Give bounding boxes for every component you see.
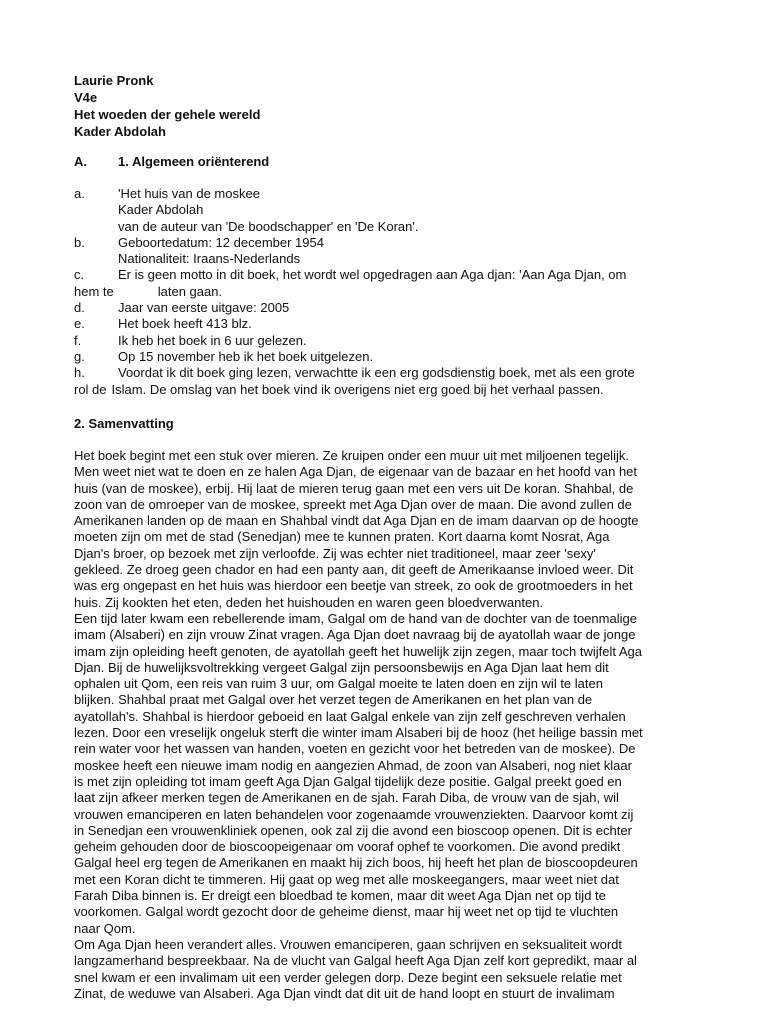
text-line: lezen. Door een vreselijk ongeluk sterft die winter imam Alsaberi bij de hooz (het heilige bassin met	[74, 725, 643, 741]
list-item-line: Het boek heeft 413 blz.	[118, 316, 252, 332]
list-item-wrap-line	[74, 382, 694, 398]
document-header	[74, 72, 260, 140]
text-line: ayatollah's. Shahbal is hierdoor geboeid en laat Galgal enkele van zijn zelf geschreven verhalen	[74, 708, 626, 724]
list-item-line: Kader Abdolah	[118, 202, 204, 218]
list-item-line: Nationaliteit: Iraans-Nederlands	[118, 251, 301, 267]
text-line: moeten zijn om met de stad (Senedjan) mee te kunnen praten. Kort daarna komt Nosrat, Aga	[74, 529, 610, 545]
text-line: Om Aga Djan heen verandert alles. Vrouwen emanciperen, gaan schrijven en seksualiteit wordt	[74, 936, 622, 952]
summary-paragraph-3	[74, 937, 698, 1002]
text-line: Amerikanen landen op de maan en Shahbal vindt dat Aga Djan en de imam daarvan op de hoogte	[74, 513, 639, 529]
text-line: vrouwen emanciperen en laten behandelen voor zogenaamde vrouwenziekten. Daarvoor komt zij	[74, 806, 634, 822]
text-line: huis (van de moskee), erbij. Hij laat de mieren terug gaan met een vers uit De koran. Shahbal, de	[74, 480, 634, 496]
list-item-line: Geboortedatum: 12 december 1954	[118, 234, 324, 250]
list-item-label: g.	[74, 348, 85, 364]
list-item-label: d.	[74, 300, 85, 316]
list-item-f	[74, 333, 694, 349]
section-a-title: 1. Algemeen oriënterend	[118, 154, 270, 169]
list-item-label: c.	[74, 267, 85, 283]
text-line: ophalen uit Qom, een reis van ruim 3 uur, om Galgal moeite te laten doen en zijn wil te laten	[74, 676, 603, 692]
text-line: laat zijn afkeer merken tegen de Amerikanen en de sjah. Farah Diba, de vrouw van de sjah, wil	[74, 790, 619, 806]
text-line: huis. Zij kookten het eten, deden het huishouden en waren geen bloedverwanten.	[74, 594, 544, 610]
list-item-line: Er is geen motto in dit boek, het wordt wel opgedragen aan Aga djan: 'Aan Aga Djan, om	[118, 267, 627, 283]
text-line: Zinat, de weduwe van Alsaberi. Aga Djan vindt dat dit uit de hand loopt en stuurt de invalimam	[74, 985, 615, 1001]
text-line: imam zijn opleiding heeft genoten, de ayatollah geeft het huwelijk zijn zegen, maar toch twijfelt Aga	[74, 643, 643, 659]
list-item-label: a.	[74, 186, 85, 201]
text-line: snel kwam er een invalimam uit een verder gelegen dorp. Deze begint een seksuele relatie met	[74, 969, 622, 985]
text-line: Djan's broer, op bezoek met zijn verloofde. Zij was echter niet traditioneel, maar zeer 'sexy'	[74, 545, 596, 561]
text-line: langzamerhand bespreekbaar. Na de vlucht van Galgal heeft Aga Djan zelf kort gepredikt, maar al	[74, 953, 637, 969]
text-line: Farah Diba binnen is. Er dreigt een bloedbad te komen, maar dit weet Aga Djan net op tijd te	[74, 888, 606, 904]
text-line: Een tijd later kwam een rebellerende imam, Galgal om de hand van de dochter van de toenmalige	[74, 610, 637, 626]
list-item-line: Op 15 november heb ik het boek uitgelezen.	[118, 348, 374, 364]
author-name: Laurie Pronk	[74, 73, 154, 88]
text-line: gekleed. Ze droeg geen chador en had een panty aan, dit geeft de Amerikaanse invloed weer. Dit	[74, 562, 634, 578]
list-item-line: Voordat ik dit boek ging lezen, verwachtte ik een erg godsdienstig boek, met als een grote	[118, 365, 635, 381]
summary-body	[74, 448, 698, 1002]
list-item-line: 'Het huis van de moskee	[118, 186, 260, 201]
list-item-label: e.	[74, 316, 85, 332]
text-line: naar Qom.	[74, 920, 136, 936]
orientation-list	[74, 186, 694, 398]
list-item-line: Ik heb het boek in 6 uur gelezen.	[118, 332, 307, 348]
text-line: Het boek begint met een stuk over mieren. Ze kruipen onder een muur uit met miljoenen tegelijk.	[74, 448, 629, 463]
list-item-h	[74, 365, 694, 398]
text-line: voorkomen. Galgal wordt gezocht door de geheime dienst, maar hij weet net op tijd te vluchten	[74, 904, 619, 920]
list-item-c	[74, 267, 694, 300]
section-a-label: A.	[74, 154, 87, 169]
class-name: V4e	[74, 90, 98, 105]
list-item-wrap-line	[74, 284, 694, 300]
list-item-label: h.	[74, 365, 85, 381]
list-item-label: b.	[74, 234, 85, 250]
text-line: Djan. Bij de huwelijksvoltrekking vergeet Galgal zijn persoonsbewijs en Aga Djan laat hem dit	[74, 659, 609, 675]
list-item-e	[74, 316, 694, 332]
text-line: imam (Alsaberi) en zijn vrouw Zinat vragen. Aga Djan doet navraag bij de ayatollah waar de jonge	[74, 627, 636, 643]
text-line: moskee heeft een nieuwe imam nodig en aangezien Ahmad, de zoon van Alsaberi, nog niet klaar	[74, 757, 632, 773]
list-item-line: van de auteur van 'De boodschapper' en 'De Koran'.	[118, 218, 419, 234]
section-a-heading	[74, 154, 270, 169]
book-author: Kader Abdolah	[74, 124, 166, 139]
list-item-b	[74, 235, 694, 268]
list-item-a	[74, 186, 694, 235]
book-title: Het woeden der gehele wereld	[74, 107, 261, 122]
list-item-line: Jaar van eerste uitgave: 2005	[118, 300, 290, 316]
text-line: zoon van de omroeper van de moskee, spreekt met Aga Djan over de maan. Die avond zullen de	[74, 496, 632, 512]
text-line: geheim gehouden door de bioscoopeigenaar om vooraf ophef te voorkomen. Die avond predikt	[74, 839, 621, 855]
text-line: Galgal heel erg tegen de Amerikanen en maakt hij zich boos, hij heeft het plan de bioscoopdeuren	[74, 855, 638, 871]
wrap-start: hem te	[74, 283, 114, 299]
wrap-end: Islam. De omslag van het boek vind ik overigens niet erg goed bij het verhaal passen.	[111, 381, 604, 397]
text-line: blijken. Shahbal praat met Galgal over het verzet tegen de Amerikanen en het plan van de	[74, 692, 593, 708]
text-line: Men weet niet wat te doen en ze halen Aga Djan, de eigenaar van de bazaar en het hoofd van het	[74, 464, 638, 480]
list-item-d	[74, 300, 694, 316]
list-item-g	[74, 349, 694, 365]
summary-paragraph-2	[74, 611, 698, 937]
summary-paragraph-1	[74, 448, 698, 611]
wrap-start: rol de	[74, 381, 107, 397]
text-line: met een Koran dicht te timmeren. Hij gaat op weg met alle moskeegangers, maar weet niet dat	[74, 871, 619, 887]
wrap-end: laten gaan.	[157, 283, 223, 299]
text-line: was erg ongepast en het huis was hierdoor een beetje van streek, zo ook de grootmoeders in het	[74, 578, 633, 594]
section-2-heading: 2. Samenvatting	[74, 416, 174, 431]
list-item-label: f.	[74, 332, 82, 348]
text-line: rein water voor het wassen van handen, voeten en gezicht voor het betreden van de moskee). De	[74, 741, 636, 757]
text-line: is met zijn opleiding tot imam geeft Aga Djan Galgal tijdelijk deze positie. Galgal preekt goed en	[74, 773, 622, 789]
text-line: in Senedjan een vrouwenkliniek openen, ook zal zij die avond een bioscoop openen. Dit is echter	[74, 822, 632, 838]
